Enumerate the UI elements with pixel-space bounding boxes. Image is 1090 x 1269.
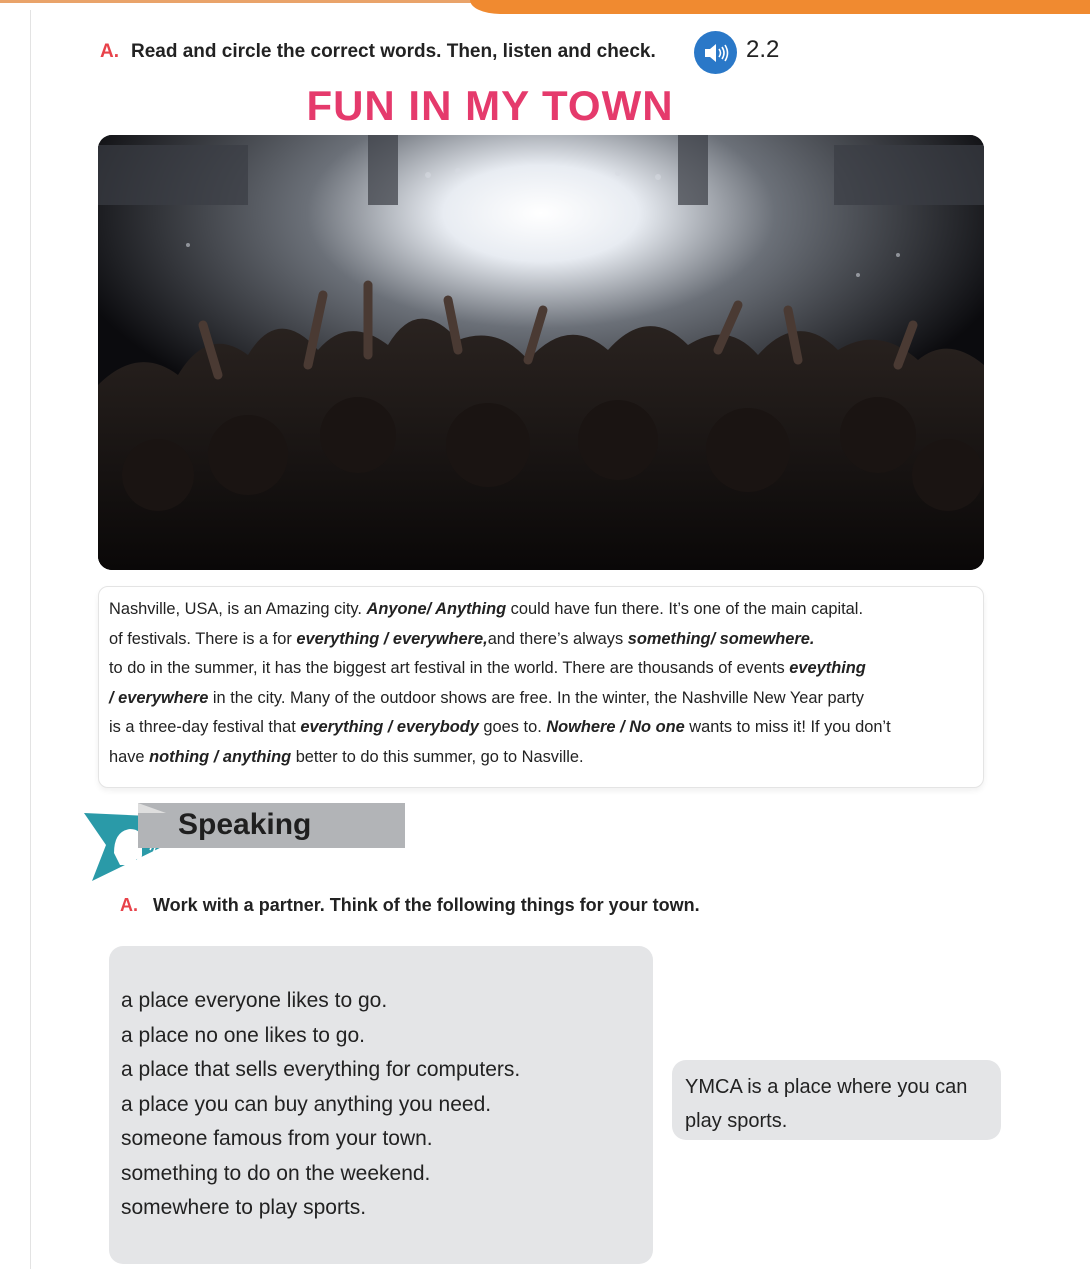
word-choice[interactable]: nothing / anything	[149, 747, 292, 766]
passage-text: goes to.	[478, 718, 547, 736]
passage-text: wants to miss it! If you don’t	[684, 718, 891, 736]
passage-text: to do in the summer, it has the biggest art festival in the world. There are thousands of events	[109, 659, 790, 677]
passage-text: and there’s always	[487, 629, 628, 648]
list-item: someone famous from your town.	[121, 1127, 433, 1150]
speaker-icon[interactable]	[694, 31, 737, 74]
concert-crowd-photo	[98, 135, 984, 570]
passage-text: in the city. Many of the outdoor shows are free. In the winter, the Nashville New Year party	[208, 688, 864, 707]
word-choice[interactable]: something/ somewhere.	[627, 629, 815, 648]
page-margin-line	[30, 10, 31, 1269]
word-choice[interactable]: Nowhere / No one	[546, 718, 685, 736]
list-item: a place everyone likes to go.	[121, 989, 388, 1012]
passage-text: is a three-day festival that	[109, 718, 301, 736]
word-choice[interactable]: / everywhere	[109, 688, 209, 707]
task-letter: A.	[100, 41, 119, 62]
page-title: FUN IN MY TOWN	[306, 82, 674, 129]
passage-text: better to do this summer, go to Nasville.	[291, 747, 584, 766]
list-item: a place you can buy anything you need.	[121, 1092, 492, 1116]
top-rule	[0, 0, 480, 3]
passage-line	[109, 743, 973, 773]
banner-fold	[138, 803, 166, 813]
passage-line	[109, 713, 973, 743]
passage-text: could have fun there. It’s one of the main capital.	[506, 600, 863, 618]
reading-task-heading	[100, 38, 656, 66]
reading-passage-box	[98, 586, 984, 788]
passage-line	[109, 595, 973, 625]
task-instruction: Work with a partner. Think of the following things for your town.	[153, 895, 700, 915]
audio-track-number: 2.2	[746, 36, 780, 63]
passage-line	[109, 654, 973, 684]
passage-text: of festivals. There is a for	[109, 629, 297, 648]
speaking-section-title: Speaking	[178, 808, 312, 841]
speaking-task-heading	[120, 895, 700, 916]
example-speech-bubble: YMCA is a place where you can play sports.	[672, 1060, 1001, 1140]
reading-passage	[109, 595, 973, 772]
passage-text: Nashville, USA, is an Amazing city.	[109, 600, 367, 618]
task-instruction: Read and circle the correct words. Then, listen and check.	[131, 41, 656, 62]
word-choice[interactable]: Anyone/ Anything	[366, 600, 507, 618]
passage-text: have	[109, 747, 150, 766]
word-choice[interactable]: eveything	[789, 659, 866, 677]
word-choice[interactable]: everything / everywhere,	[296, 629, 488, 648]
list-item: a place no one likes to go.	[121, 1023, 366, 1047]
passage-line	[109, 684, 973, 714]
task-letter: A.	[120, 895, 138, 915]
list-item: somewhere to play sports.	[121, 1196, 367, 1219]
list-item: a place that sells everything for computers.	[121, 1058, 521, 1081]
prompt-list-box	[109, 946, 653, 1264]
passage-line	[109, 625, 973, 655]
list-item: something to do on the weekend.	[121, 1161, 431, 1185]
top-orange-bar	[470, 0, 1090, 14]
word-choice[interactable]: everything / everybody	[300, 718, 479, 736]
